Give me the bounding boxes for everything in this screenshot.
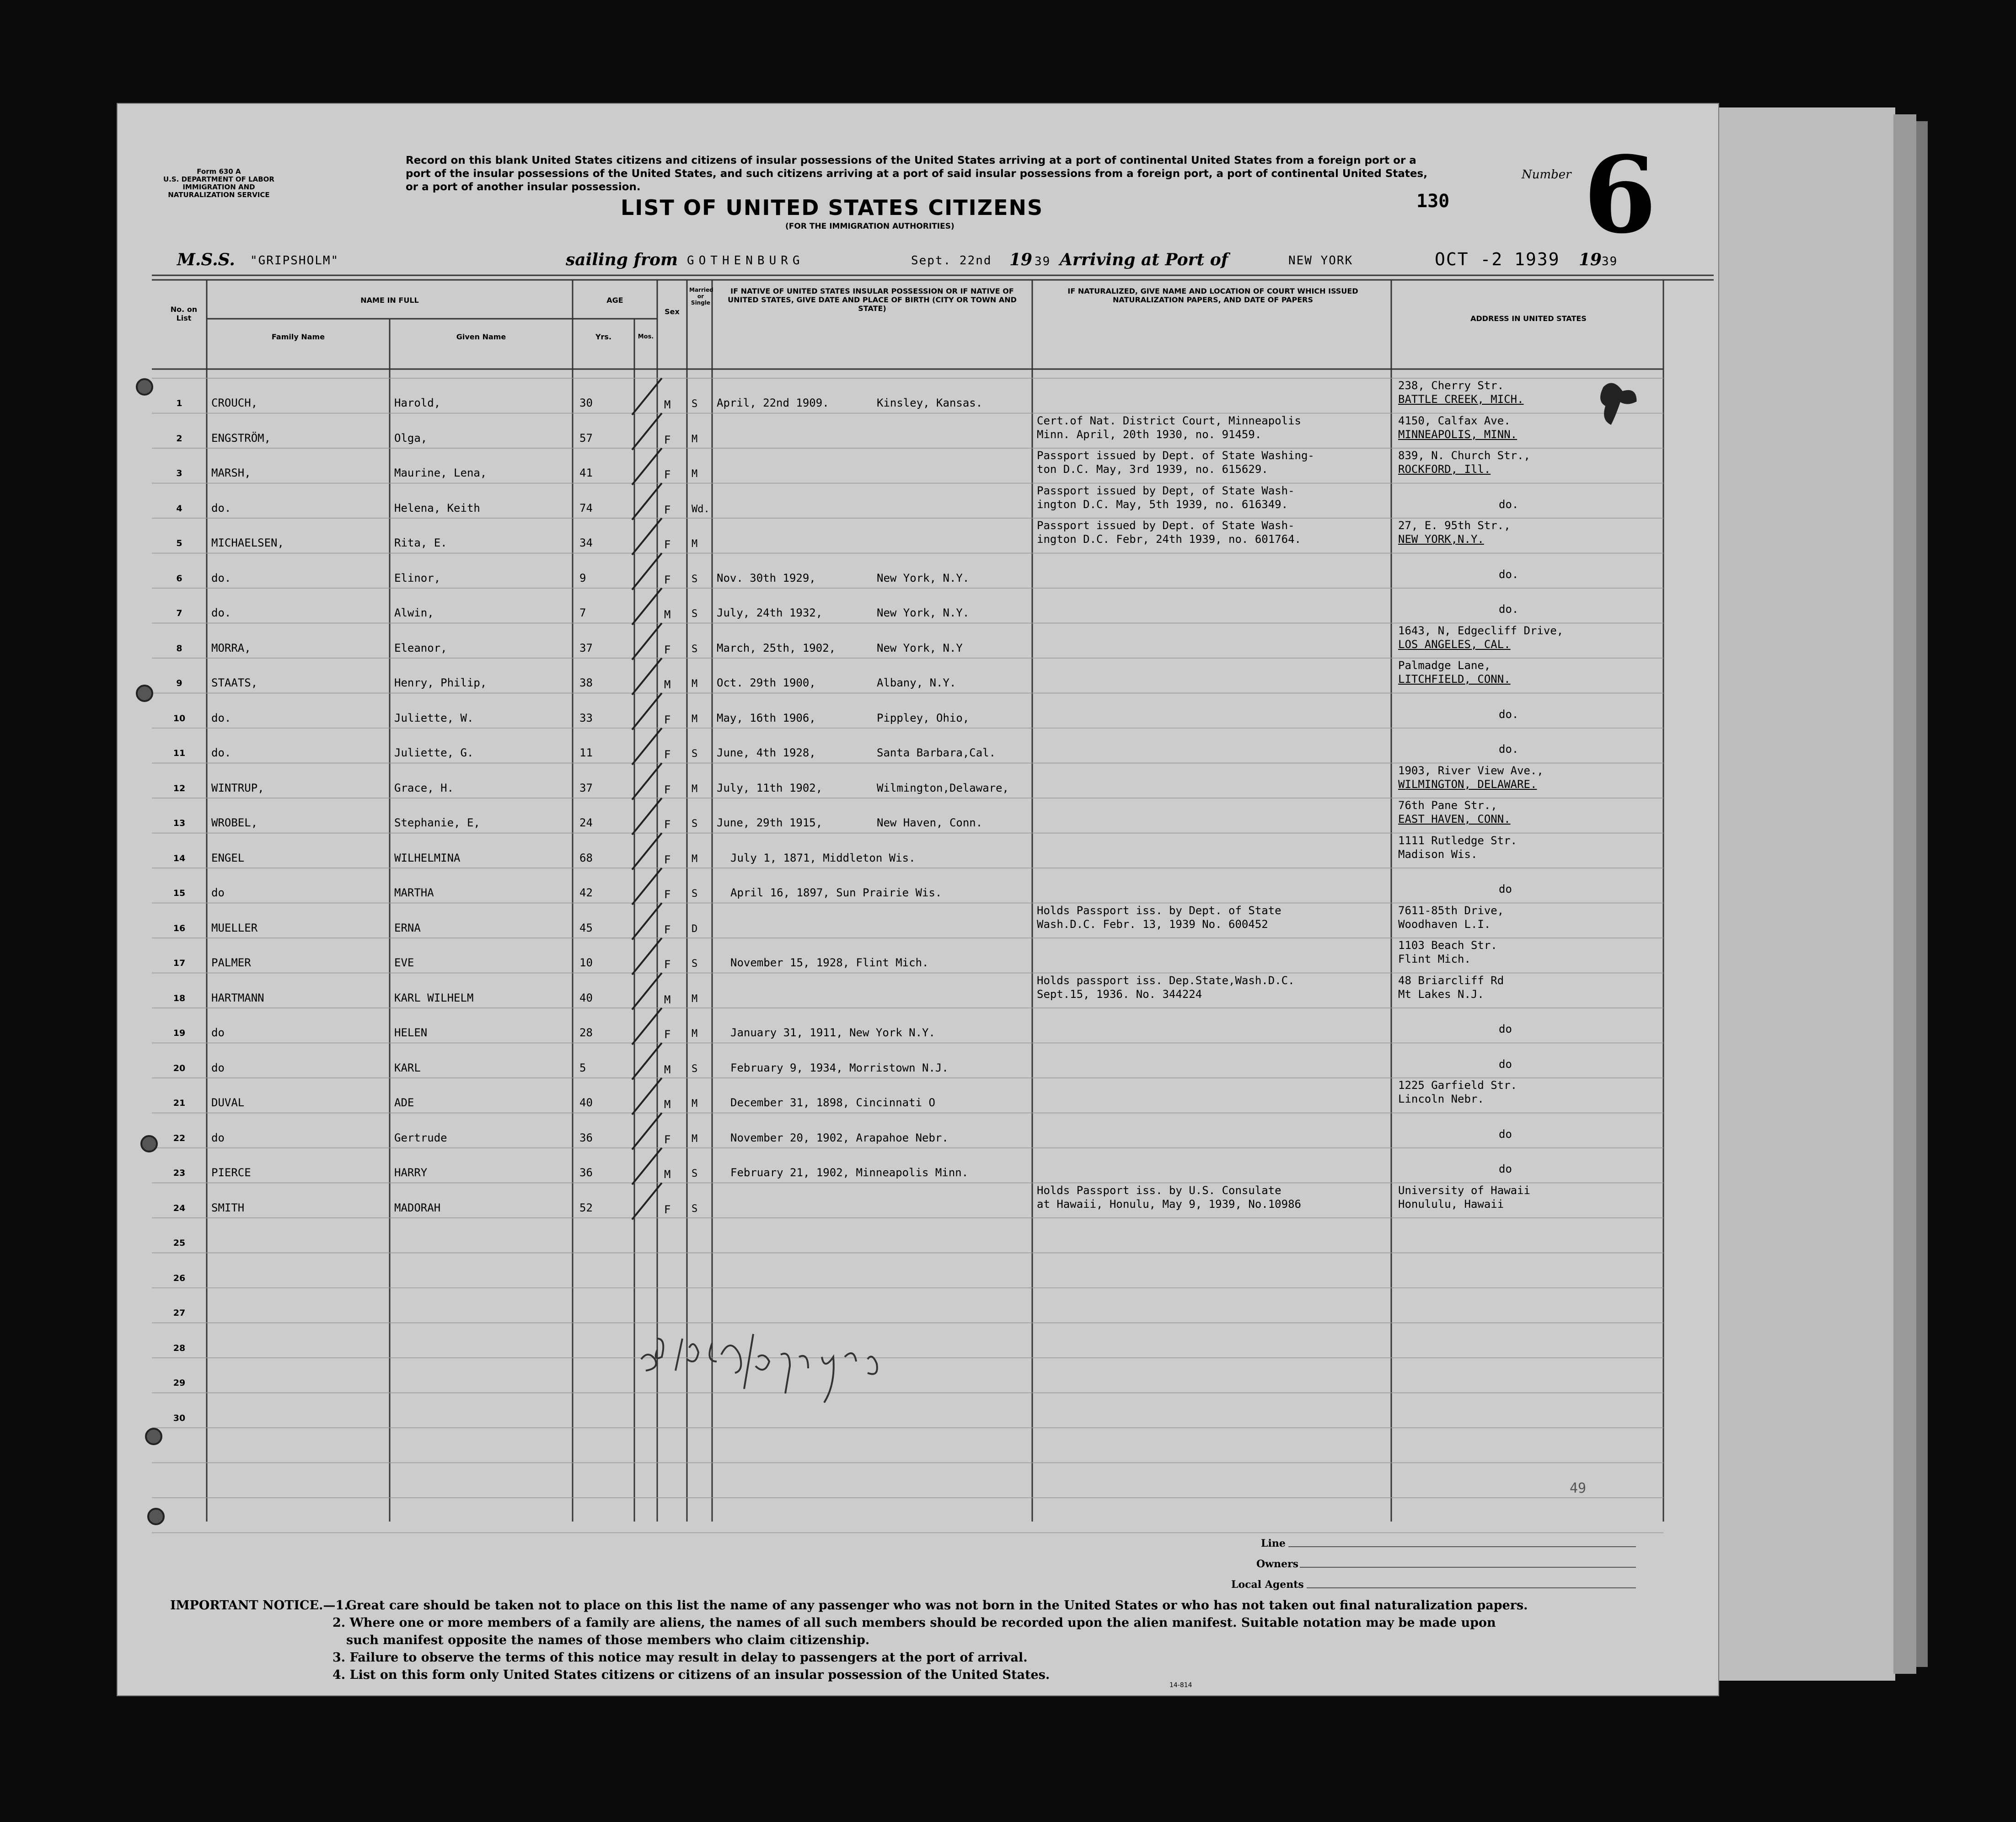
sex: M <box>664 1098 671 1111</box>
row-number: 10 <box>173 713 186 723</box>
row-number: 24 <box>173 1203 186 1213</box>
sex: M <box>664 608 671 621</box>
arrival-date-stamp: OCT -2 1939 <box>1435 249 1560 269</box>
arrival-year: 39 <box>1602 255 1618 268</box>
punch-hole <box>145 1428 162 1445</box>
address-line-2: BATTLE CREEK, MICH. <box>1398 393 1524 406</box>
row-number: 7 <box>176 608 182 618</box>
marital-status: M <box>692 433 698 445</box>
col-header-naturalized: IF NATURALIZED, GIVE NAME AND LOCATION OF COURT WHICH ISSUED NATURALIZATION PAPERS, AND DATE OF PAPERS <box>1067 287 1358 304</box>
family-name: HARTMANN <box>211 991 264 1004</box>
age-years: 41 <box>579 466 593 479</box>
port-to: NEW YORK <box>1288 254 1353 268</box>
sex: M <box>664 1063 671 1076</box>
row-number: 25 <box>173 1238 186 1248</box>
col-header-family: Family Name <box>271 332 325 341</box>
birth-place: Kinsley, Kansas. <box>877 397 983 409</box>
row-number: 1 <box>176 398 182 408</box>
col-header-married: Married or Single <box>689 287 713 306</box>
birth-date: February 9, 1934, Morristown N.J. <box>730 1061 949 1074</box>
birth-date: June, 29th 1915, <box>717 816 823 829</box>
record-instructions: Record on this blank United States citizens and citizens of insular possessions of the United States arriving at a port of continental United States from a foreign port or a port of the insular possessions of the United States, and such citizens arriving at a port of said insular possessions from a foreign port, a port of continental United States, or a port of another insular possession. <box>406 155 1427 193</box>
punch-hole <box>140 1135 158 1152</box>
naturalization-line-1: Passport issued by Dept, of State Wash- <box>1037 484 1295 497</box>
col-header-yrs: Yrs. <box>595 332 612 341</box>
family-name: ENGSTRÖM, <box>211 431 271 445</box>
address-line-2: MINNEAPOLIS, MINN. <box>1398 428 1517 441</box>
family-name: SMITH <box>211 1201 245 1214</box>
age-years: 36 <box>579 1166 593 1179</box>
marital-status: S <box>692 748 698 760</box>
row-number: 28 <box>173 1343 186 1353</box>
naturalization-line-1: Holds passport iss. Dep.State,Wash.D.C. <box>1037 974 1295 987</box>
sex: M <box>664 1168 671 1181</box>
birth-date: Nov. 30th 1929, <box>717 571 816 584</box>
family-name: DUVAL <box>211 1096 245 1109</box>
notice-4: 4. List on this form only United States citizens or citizens of an insular possession of the United States. <box>332 1668 1050 1682</box>
age-years: 74 <box>579 501 593 514</box>
sex: F <box>664 923 671 936</box>
address-line-2: do. <box>1499 707 1519 721</box>
address-line-1: 1225 Garfield Str. <box>1398 1079 1517 1092</box>
address-line-1: 238, Cherry Str. <box>1398 379 1504 392</box>
family-name: WINTRUP, <box>211 781 264 794</box>
birth-place: Wilmington,Delaware, <box>877 781 1009 794</box>
birth-date: February 21, 1902, Minneapolis Minn. <box>730 1166 969 1179</box>
page-subtitle: (FOR THE IMMIGRATION AUTHORITIES) <box>785 222 954 231</box>
address-line-2: EAST HAVEN, CONN. <box>1398 813 1511 825</box>
row-number: 27 <box>173 1308 186 1318</box>
row-number: 6 <box>176 573 182 584</box>
sex: F <box>664 468 671 481</box>
notice-3: 3. Failure to observe the terms of this notice may result in delay to passengers at the port of arrival. <box>332 1651 1028 1665</box>
notice-2b: such manifest opposite the names of those members who claim citizenship. <box>346 1633 870 1647</box>
row-number: 3 <box>176 468 182 478</box>
col-header-birth: IF NATIVE OF UNITED STATES INSULAR POSSESSION OR IF NATIVE OF UNITED STATES, GIVE DATE AND PLACE OF BIRTH (CITY OR TOWN AND STATE) <box>728 287 1017 313</box>
address-line-2: LITCHFIELD, CONN. <box>1398 673 1511 686</box>
sex: F <box>664 1133 671 1146</box>
notice-heading: IMPORTANT NOTICE.—1. <box>170 1598 349 1613</box>
year-prefix: 19 <box>1009 250 1033 269</box>
birth-place: Santa Barbara,Cal. <box>877 746 996 759</box>
punch-hole <box>136 378 153 396</box>
address-line-2: LOS ANGELES, CAL. <box>1398 638 1511 651</box>
row-number: 23 <box>173 1168 186 1178</box>
marital-status: S <box>692 1063 698 1075</box>
birth-date: November 20, 1902, Arapahoe Nebr. <box>730 1131 949 1144</box>
marital-status: M <box>692 1133 698 1145</box>
given-name: HARRY <box>394 1166 428 1179</box>
address-line-1: 27, E. 95th Str., <box>1398 519 1511 532</box>
address-line-2: Flint Mich. <box>1398 953 1471 965</box>
family-name: do <box>211 886 225 899</box>
row-number: 9 <box>176 678 182 688</box>
marital-status: M <box>692 853 698 865</box>
address-line-2: do. <box>1499 498 1519 511</box>
age-years: 37 <box>579 781 593 794</box>
family-name: do. <box>211 571 231 584</box>
birth-date: November 15, 1928, Flint Mich. <box>730 956 929 969</box>
row-number: 8 <box>176 643 182 654</box>
marital-status: M <box>692 538 698 550</box>
marital-status: M <box>692 468 698 480</box>
marital-status: S <box>692 1203 698 1215</box>
address-line-2: Lincoln Nebr. <box>1398 1093 1484 1105</box>
sex: F <box>664 818 671 831</box>
age-years: 52 <box>579 1201 593 1214</box>
address-line-2: NEW YORK,N.Y. <box>1398 533 1484 546</box>
col-header-sex: Sex <box>665 307 680 316</box>
sheet-number: 6 <box>1583 134 1657 257</box>
age-years: 11 <box>579 746 593 759</box>
marital-status: M <box>692 1098 698 1109</box>
age-years: 7 <box>579 606 586 619</box>
sailing-date: Sept. 22nd <box>911 254 992 268</box>
marital-status: S <box>692 958 698 970</box>
birth-date: Oct. 29th 1900, <box>717 676 816 689</box>
address-line-1: 7611-85th Drive, <box>1398 904 1504 917</box>
marital-status: M <box>692 713 698 725</box>
col-header-age: AGE <box>606 296 623 305</box>
family-name: MICHAELSEN, <box>211 536 284 549</box>
footer-lines <box>118 104 1718 1695</box>
given-name: Stephanie, E, <box>394 816 480 829</box>
birth-place: New Haven, Conn. <box>877 816 983 829</box>
age-years: 34 <box>579 536 593 549</box>
sex: F <box>664 573 671 586</box>
agents-label: Local Agents <box>1231 1579 1304 1591</box>
age-years: 45 <box>579 921 593 934</box>
address-line-1: 839, N. Church Str., <box>1398 449 1530 462</box>
address-line-1: 1903, River View Ave., <box>1398 764 1544 777</box>
address-line-2: ROCKFORD, Ill. <box>1398 463 1491 476</box>
address-line-2: do. <box>1499 568 1519 581</box>
col-header-name: NAME IN FULL <box>360 296 419 305</box>
marital-status: S <box>692 818 698 830</box>
age-years: 42 <box>579 886 593 899</box>
sex: F <box>664 888 671 901</box>
sex: F <box>664 958 671 971</box>
given-name: Alwin, <box>394 606 434 619</box>
row-number: 19 <box>173 1028 186 1038</box>
family-name: do. <box>211 606 231 619</box>
family-name: do <box>211 1061 225 1074</box>
family-name: WROBEL, <box>211 816 258 829</box>
naturalization-line-2: Sept.15, 1936. No. 344224 <box>1037 987 1202 1001</box>
age-years: 28 <box>579 1026 593 1039</box>
row-number: 2 <box>176 433 182 444</box>
family-name: MUELLER <box>211 921 258 934</box>
age-years: 9 <box>579 571 586 584</box>
age-years: 57 <box>579 431 593 445</box>
family-name: do <box>211 1026 225 1039</box>
birth-date: December 31, 1898, Cincinnati O <box>730 1096 935 1109</box>
birth-date: July, 11th 1902, <box>717 781 823 794</box>
marital-status: S <box>692 608 698 620</box>
age-years: 30 <box>579 397 593 409</box>
sex: F <box>664 853 671 866</box>
punch-hole <box>136 685 153 702</box>
family-name: CROUCH, <box>211 397 258 409</box>
birth-date: July, 24th 1932, <box>717 606 823 619</box>
age-years: 5 <box>579 1061 586 1074</box>
given-name: HELEN <box>394 1026 428 1039</box>
age-years: 33 <box>579 711 593 724</box>
family-name: PIERCE <box>211 1166 251 1179</box>
age-years: 37 <box>579 641 593 654</box>
address-line-1: 48 Briarcliff Rd <box>1398 974 1504 987</box>
row-number: 20 <box>173 1063 186 1073</box>
family-name: do. <box>211 711 231 724</box>
naturalization-line-2: ington D.C. Febr, 24th 1939, no. 601764. <box>1037 533 1301 546</box>
marital-status: M <box>692 993 698 1005</box>
year: 39 <box>1035 255 1051 268</box>
given-name: Henry, Philip, <box>394 676 487 689</box>
sex: F <box>664 1028 671 1041</box>
marital-status: M <box>692 1028 698 1040</box>
sex: M <box>664 993 671 1006</box>
notice-1: Great care should be taken not to place on this list the name of any passenger who was not born in the United States or who has not taken out final naturalization papers. <box>346 1598 1528 1613</box>
given-name: WILHELMINA <box>394 851 461 864</box>
birth-date: June, 4th 1928, <box>717 746 816 759</box>
naturalization-line-1: Holds Passport iss. by U.S. Consulate <box>1037 1184 1281 1197</box>
address-line-2: Mt Lakes N.J. <box>1398 987 1484 1001</box>
address-line-2: do <box>1499 1127 1512 1141</box>
manifest-page <box>117 103 1719 1696</box>
row-number: 26 <box>173 1273 186 1283</box>
family-name: MARSH, <box>211 466 251 479</box>
given-name: Maurine, Lena, <box>394 466 487 479</box>
birth-date: March, 25th, 1902, <box>717 641 836 654</box>
back-page-edge <box>1893 114 1916 1674</box>
sex: F <box>664 538 671 551</box>
marital-status: D <box>692 923 698 935</box>
col-header-address: ADDRESS IN UNITED STATES <box>1470 314 1587 323</box>
age-years: 10 <box>579 956 593 969</box>
marital-status: Wd. <box>692 503 710 515</box>
ship-prefix: M.S.S. <box>177 250 235 269</box>
age-years: 36 <box>579 1131 593 1144</box>
sex: F <box>664 713 671 726</box>
punch-hole <box>147 1508 165 1525</box>
col-header-given: Given Name <box>456 332 506 341</box>
sex: F <box>664 783 671 796</box>
birth-place: New York, N.Y. <box>877 606 970 619</box>
given-name: Olga, <box>394 431 428 445</box>
birth-place: Pippley, Ohio, <box>877 711 970 724</box>
marital-status: S <box>692 643 698 655</box>
family-name: MORRA, <box>211 641 251 654</box>
sailing-label: sailing from <box>566 250 678 269</box>
address-line-1: Palmadge Lane, <box>1398 659 1491 672</box>
row-number: 29 <box>173 1378 186 1388</box>
ship-name: "GRIPSHOLM" <box>250 254 339 268</box>
address-line-2: do. <box>1499 603 1519 616</box>
print-code: 14-814 <box>1169 1682 1192 1689</box>
family-name: PALMER <box>211 956 251 969</box>
back-page <box>1715 107 1895 1681</box>
marital-status: M <box>692 678 698 690</box>
given-name: MADORAH <box>394 1201 441 1214</box>
given-name: Harold, <box>394 397 441 409</box>
family-name: do. <box>211 746 231 759</box>
family-name: do <box>211 1131 225 1144</box>
naturalization-line-1: Passport issued by Dept. of State Wash- <box>1037 519 1295 532</box>
arriving-label: Arriving at Port of <box>1060 250 1228 269</box>
address-line-1: 1111 Rutledge Str. <box>1398 834 1517 847</box>
given-name: KARL <box>394 1061 421 1074</box>
row-number: 14 <box>173 853 186 863</box>
row-number: 17 <box>173 958 186 968</box>
back-page-edge-2 <box>1916 121 1928 1667</box>
address-line-1: University of Hawaii <box>1398 1184 1530 1197</box>
given-name: ADE <box>394 1096 414 1109</box>
given-name: EVE <box>394 956 414 969</box>
naturalization-line-2: at Hawaii, Honulu, May 9, 1939, No.10986 <box>1037 1197 1301 1211</box>
given-name: Gertrude <box>394 1131 447 1144</box>
address-line-1: 1643, N, Edgecliff Drive, <box>1398 624 1564 637</box>
col-header-mos: Mos. <box>638 333 654 340</box>
arrival-year-prefix: 19 <box>1579 250 1602 269</box>
age-years: 24 <box>579 816 593 829</box>
given-name: Rita, E. <box>394 536 447 549</box>
address-line-1: 4150, Calfax Ave. <box>1398 414 1511 427</box>
birth-date: January 31, 1911, New York N.Y. <box>730 1026 935 1039</box>
address-line-2: Woodhaven L.I. <box>1398 917 1491 931</box>
row-number: 5 <box>176 538 182 548</box>
naturalization-line-1: Holds Passport iss. by Dept. of State <box>1037 904 1281 917</box>
row-number: 22 <box>173 1133 186 1143</box>
given-name: Elinor, <box>394 571 441 584</box>
address-line-1: 76th Pane Str., <box>1398 799 1497 812</box>
naturalization-line-2: ington D.C. May, 5th 1939, no. 616349. <box>1037 498 1288 511</box>
address-line-2: do. <box>1499 743 1519 756</box>
marital-status: M <box>692 783 698 795</box>
age-years: 40 <box>579 1096 593 1109</box>
row-number: 16 <box>173 923 186 933</box>
margin-number: 49 <box>1570 1480 1587 1496</box>
address-line-2: WILMINGTON, DELAWARE. <box>1398 777 1537 791</box>
address-line-2: Honululu, Hawaii <box>1398 1197 1504 1211</box>
naturalization-line-2: Wash.D.C. Febr. 13, 1939 No. 600452 <box>1037 917 1268 931</box>
age-years: 40 <box>579 991 593 1004</box>
given-name: Eleanor, <box>394 641 447 654</box>
birth-date: April, 22nd 1909. <box>717 397 829 409</box>
given-name: Juliette, G. <box>394 746 474 759</box>
port-from: GOTHENBURG <box>687 254 804 268</box>
row-number: 4 <box>176 503 182 514</box>
naturalization-line-2: Minn. April, 20th 1930, no. 91459. <box>1037 428 1262 441</box>
given-name: Grace, H. <box>394 781 454 794</box>
address-line-2: do <box>1499 1163 1512 1175</box>
given-name: ERNA <box>394 921 421 934</box>
sex: F <box>664 433 671 446</box>
stamp-number: 130 <box>1416 191 1450 212</box>
birth-date: May, 16th 1906, <box>717 711 816 724</box>
sex: M <box>664 678 671 691</box>
given-name: KARL WILHELM <box>394 991 474 1004</box>
row-number: 12 <box>173 783 186 793</box>
sex: F <box>664 643 671 656</box>
birth-date: April 16, 1897, Sun Prairie Wis. <box>730 886 942 899</box>
naturalization-line-1: Cert.of Nat. District Court, Minneapolis <box>1037 414 1301 427</box>
sex: F <box>664 503 671 516</box>
marital-status: S <box>692 573 698 585</box>
birth-date: July 1, 1871, Middleton Wis. <box>730 851 916 864</box>
birth-place: New York, N.Y <box>877 641 963 654</box>
given-name: Juliette, W. <box>394 711 474 724</box>
line-label: Line <box>1261 1538 1286 1549</box>
naturalization-line-1: Passport issued by Dept. of State Washing- <box>1037 449 1314 462</box>
number-label: Number <box>1522 168 1571 182</box>
marital-status: S <box>692 398 698 410</box>
form-id: Form 630 A U.S. DEPARTMENT OF LABOR IMMIGRATION AND NATURALIZATION SERVICE <box>163 167 274 199</box>
birth-place: New York, N.Y. <box>877 571 970 584</box>
row-number: 18 <box>173 993 186 1003</box>
family-name: STAATS, <box>211 676 258 689</box>
row-number: 15 <box>173 888 186 898</box>
family-name: do. <box>211 501 231 514</box>
row-number: 21 <box>173 1098 186 1108</box>
page-title: LIST OF UNITED STATES CITIZENS <box>621 195 1044 220</box>
address-line-2: do <box>1499 1057 1512 1071</box>
sex: F <box>664 1203 671 1216</box>
row-number: 11 <box>173 748 186 758</box>
notice-2a: 2. Where one or more members of a family are aliens, the names of all such members should be recorded upon the alien manifest. Suitable notation may be made upon <box>332 1616 1496 1630</box>
birth-place: Albany, N.Y. <box>877 676 956 689</box>
naturalization-line-2: ton D.C. May, 3rd 1939, no. 615629. <box>1037 463 1268 476</box>
sex: M <box>664 398 671 411</box>
row-number: 13 <box>173 818 186 828</box>
owners-label: Owners <box>1256 1558 1299 1570</box>
family-name: ENGEL <box>211 851 245 864</box>
address-line-2: do <box>1499 883 1512 895</box>
sex: F <box>664 748 671 761</box>
given-name: Helena, Keith <box>394 501 480 514</box>
marital-status: S <box>692 888 698 900</box>
age-years: 68 <box>579 851 593 864</box>
col-header-no: No. on List <box>170 305 198 322</box>
address-line-2: do <box>1499 1023 1512 1035</box>
row-number: 30 <box>173 1413 186 1423</box>
address-line-1: 1103 Beach Str. <box>1398 939 1497 952</box>
given-name: MARTHA <box>394 886 434 899</box>
address-line-2: Madison Wis. <box>1398 847 1478 861</box>
age-years: 38 <box>579 676 593 689</box>
marital-status: S <box>692 1168 698 1179</box>
